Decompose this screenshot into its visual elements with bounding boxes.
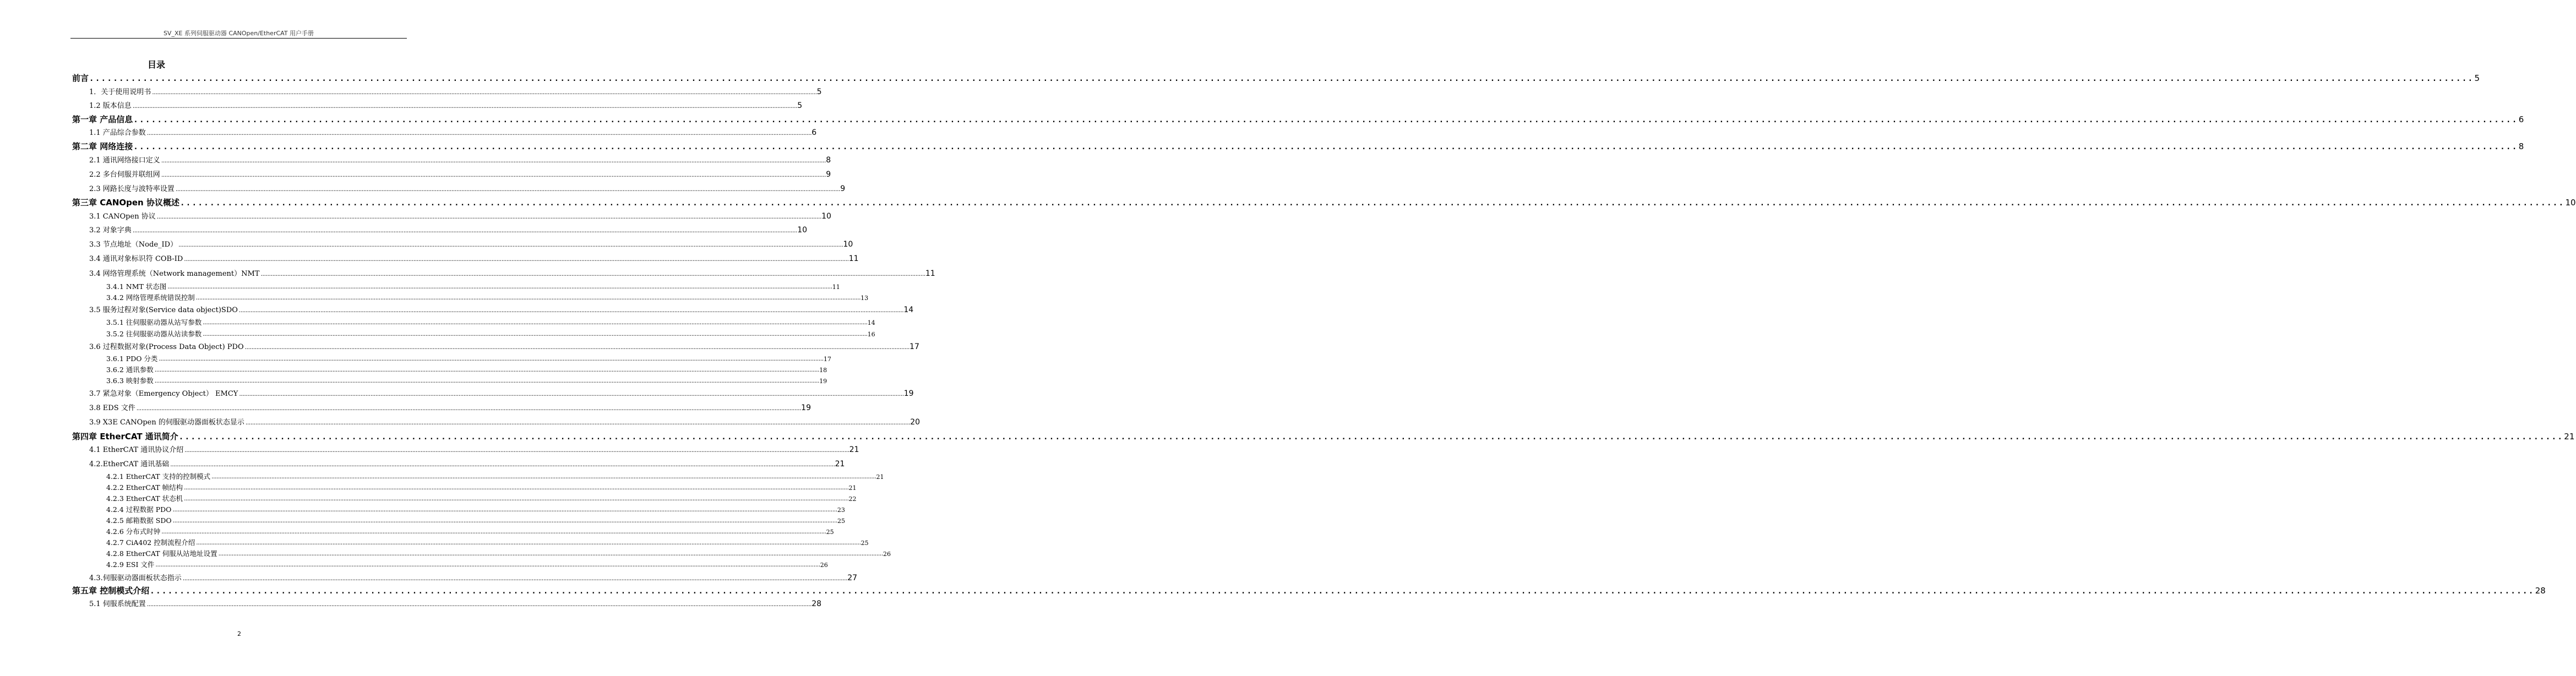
toc-entry-title: 2.1 通讯网络接口定义 xyxy=(89,156,160,165)
toc-entry-page: 11 xyxy=(832,284,840,291)
toc-entry-page: 10 xyxy=(821,212,831,221)
toc-entry-title: 4.3.伺服驱动器面板状态指示 xyxy=(89,574,182,582)
toc-entry-title: 1.1 产品综合参数 xyxy=(89,129,146,137)
toc-entry xyxy=(89,458,845,468)
toc-entry-page: 5 xyxy=(2474,73,2480,83)
running-header: SV_XE 系列伺服驱动器 CANOpen/EtherCAT 用户手册 xyxy=(163,30,314,37)
toc-entry-title: 2.3 网路长度与波特率设置 xyxy=(89,185,175,193)
toc-entry-page: 8 xyxy=(826,156,831,165)
toc-entry-title: 第五章 控制模式介绍 xyxy=(72,586,150,596)
toc-entry-page: 21 xyxy=(849,445,859,454)
toc-entry-page: 6 xyxy=(812,128,817,137)
toc-entry xyxy=(106,317,875,326)
toc-dot-leader: ................................................................................................................................................................................................................................................................................................................................................................................................................ xyxy=(155,563,820,568)
toc-entry-page: 21 xyxy=(2564,432,2575,441)
toc-entry-page: 19 xyxy=(819,378,827,385)
toc-dot-leader: ................................................................................................................................................................................................................................................................................................................................................................................................................ xyxy=(135,406,801,412)
toc-dot-leader: ................................................................................................................................................................................................................................................................................................................................................................................................................ xyxy=(238,308,903,314)
toc-dot-leader: ................................................................................................................................................................................................................................................................................................................................................................................................................ xyxy=(151,90,816,96)
toc-entry xyxy=(89,402,811,412)
toc-entry xyxy=(89,154,831,165)
toc-entry xyxy=(89,268,935,278)
toc-dot-leader: ................................................................................................................................................................................................................................................................................................................................................................................................................ xyxy=(244,421,910,426)
toc-entry-title: 4.2.3 EtherCAT 状态机 xyxy=(106,494,183,503)
toc-dot-leader: ................................................................................................................................................................................................................................................................................................................................................................................................................ xyxy=(146,602,812,608)
toc-entry-page: 5 xyxy=(816,88,822,96)
toc-entry xyxy=(72,584,2546,596)
toc-entry-page: 25 xyxy=(861,539,869,547)
toc-dot-leader: ................................................................................................................................................................................................................................................................................................................................................................................................................ xyxy=(89,74,2474,83)
toc-entry-title: 3.7 紧急对象（Emergency Object） EMCY xyxy=(89,390,238,398)
toc-dot-leader: ................................................................................................................................................................................................................................................................................................................................................................................................................ xyxy=(132,228,797,234)
toc-entry-page: 20 xyxy=(910,418,921,427)
toc-entry-title: 3.4 通讯对象标识符 COB-ID xyxy=(89,255,183,263)
toc-entry xyxy=(106,482,857,492)
toc-entry-title: 4.2.7 CiA402 控制流程介绍 xyxy=(106,538,195,547)
toc-entry xyxy=(106,559,828,569)
toc-entry-page: 17 xyxy=(910,342,919,351)
toc-entry-title: 4.2.EtherCAT 通讯基础 xyxy=(89,460,170,468)
toc-entry-title: 1.2 版本信息 xyxy=(89,102,132,110)
toc-entry xyxy=(89,572,858,582)
toc-entry-page: 19 xyxy=(903,389,914,398)
toc-entry-page: 13 xyxy=(861,295,869,302)
toc-entry-page: 17 xyxy=(823,356,831,363)
toc-dot-leader: ................................................................................................................................................................................................................................................................................................................................................................................................................ xyxy=(172,519,837,524)
toc-entry-title: 5.1 伺服系统配置 xyxy=(89,600,146,608)
toc-entry-page: 6 xyxy=(2518,115,2524,124)
toc-entry-page: 28 xyxy=(812,599,822,608)
toc-entry-page: 19 xyxy=(801,404,811,412)
toc-entry xyxy=(106,493,857,503)
toc-entry-page: 25 xyxy=(837,517,845,525)
toc-entry-title: 4.2.9 ESI 文件 xyxy=(106,560,155,569)
toc-dot-leader: ................................................................................................................................................................................................................................................................................................................................................................................................................ xyxy=(172,508,837,513)
toc-dot-leader: ................................................................................................................................................................................................................................................................................................................................................................................................................ xyxy=(150,587,2535,596)
toc-entry xyxy=(106,328,875,338)
toc-entry xyxy=(89,598,822,608)
toc-entry-title: 3.4 网络管理系统（Network management）NMT xyxy=(89,270,260,278)
toc-dot-leader: ................................................................................................................................................................................................................................................................................................................................................................................................................ xyxy=(160,159,826,164)
toc-entry-page: 14 xyxy=(903,306,914,314)
toc-entry-title: 第二章 网络连接 xyxy=(72,141,133,151)
toc-entry-page: 14 xyxy=(867,319,875,326)
toc-entry-page: 21 xyxy=(835,460,845,468)
toc-entry-title: 3.3 节点地址（Node_ID） xyxy=(89,241,178,249)
toc-entry xyxy=(106,537,869,547)
toc-dot-leader: ................................................................................................................................................................................................................................................................................................................................................................................................................ xyxy=(154,379,819,384)
toc-dot-leader: ................................................................................................................................................................................................................................................................................................................................................................................................................ xyxy=(132,104,797,110)
toc-entry-page: 27 xyxy=(847,574,858,582)
toc-entry-page: 11 xyxy=(925,269,935,278)
toc-entry xyxy=(89,168,831,179)
toc-dot-leader: ................................................................................................................................................................................................................................................................................................................................................................................................................ xyxy=(170,462,835,468)
toc-dot-leader: ................................................................................................................................................................................................................................................................................................................................................................................................................ xyxy=(146,131,812,137)
toc-entry-page: 26 xyxy=(883,550,891,558)
toc-dot-leader: ................................................................................................................................................................................................................................................................................................................................................................................................................ xyxy=(158,357,823,362)
toc-entry-title: 1．关于使用说明书 xyxy=(89,88,151,96)
toc-entry-title: 前言 xyxy=(72,73,89,83)
toc-entry-page: 10 xyxy=(797,226,808,235)
toc-dot-leader: ................................................................................................................................................................................................................................................................................................................................................................................................................ xyxy=(184,448,849,454)
toc-entry-page: 16 xyxy=(867,331,875,338)
toc-dot-leader: ................................................................................................................................................................................................................................................................................................................................................................................................................ xyxy=(217,552,883,557)
toc-entry xyxy=(72,196,2576,208)
toc-entry xyxy=(106,548,891,558)
toc-entry xyxy=(106,364,827,374)
toc-entry-page: 21 xyxy=(848,484,857,492)
toc-dot-leader: ................................................................................................................................................................................................................................................................................................................................................................................................................ xyxy=(160,173,826,178)
toc-entry xyxy=(89,210,831,221)
toc-entry-page: 8 xyxy=(2518,141,2524,151)
toc-entry-title: 3.9 X3E CANOpen 的伺服驱动器面板状态显示 xyxy=(89,418,244,427)
toc-entry xyxy=(89,341,919,351)
toc-entry xyxy=(72,72,2480,83)
toc-dot-leader: ................................................................................................................................................................................................................................................................................................................................................................................................................ xyxy=(211,475,876,480)
toc-dot-leader: ................................................................................................................................................................................................................................................................................................................................................................................................................ xyxy=(179,199,2565,208)
toc-entry-title: 第一章 产品信息 xyxy=(72,115,133,124)
toc-dot-leader: ................................................................................................................................................................................................................................................................................................................................................................................................................ xyxy=(183,497,848,502)
toc-entry xyxy=(89,183,846,193)
toc-dot-leader: ................................................................................................................................................................................................................................................................................................................................................................................................................ xyxy=(183,486,848,491)
toc-entry xyxy=(72,430,2575,441)
toc-entry-title: 2.2 多台伺服并联组网 xyxy=(89,171,160,179)
toc-entry-page: 10 xyxy=(843,240,853,249)
toc-entry-title: 3.6.1 PDO 分类 xyxy=(106,354,158,363)
toc-entry xyxy=(106,375,827,385)
toc-dot-leader: ................................................................................................................................................................................................................................................................................................................................................................................................................ xyxy=(182,576,847,582)
toc-dot-leader: ................................................................................................................................................................................................................................................................................................................................................................................................................ xyxy=(167,285,832,290)
toc-entry-page: 10 xyxy=(2565,198,2576,208)
toc-entry xyxy=(89,224,808,235)
toc-entry-title: 4.1 EtherCAT 通讯协议介绍 xyxy=(89,446,184,454)
toc-dot-leader: ................................................................................................................................................................................................................................................................................................................................................................................................................ xyxy=(156,215,821,220)
toc-dot-leader: ................................................................................................................................................................................................................................................................................................................................................................................................................ xyxy=(154,368,819,373)
toc-dot-leader: ................................................................................................................................................................................................................................................................................................................................................................................................................ xyxy=(238,392,903,397)
toc-entry-page: 5 xyxy=(797,101,803,110)
toc-entry xyxy=(89,388,914,398)
toc-dot-leader: ................................................................................................................................................................................................................................................................................................................................................................................................................ xyxy=(175,187,840,193)
toc-dot-leader: ................................................................................................................................................................................................................................................................................................................................................................................................................ xyxy=(178,243,843,248)
toc-entry xyxy=(89,304,914,314)
toc-entry-title: 3.8 EDS 文件 xyxy=(89,404,135,412)
toc-dot-leader: ................................................................................................................................................................................................................................................................................................................................................................................................................ xyxy=(195,541,861,546)
toc-entry xyxy=(106,515,845,525)
toc-entry-title: 3.1 CANOpen 协议 xyxy=(89,212,156,221)
toc-dot-leader: ................................................................................................................................................................................................................................................................................................................................................................................................................ xyxy=(244,345,910,351)
toc-entry xyxy=(89,253,859,263)
toc-entry xyxy=(106,471,884,481)
toc-entry-title: 3.5.2 往伺服驱动器从站读参数 xyxy=(106,329,202,338)
toc-entry-title: 4.2.8 EtherCAT 伺服从站地址设置 xyxy=(106,549,217,558)
toc-entry-title: 第四章 EtherCAT 通讯简介 xyxy=(72,432,178,441)
toc-entry-title: 4.2.4 过程数据 PDO xyxy=(106,505,172,514)
toc-entry xyxy=(72,113,2524,124)
toc-entry-page: 22 xyxy=(848,495,857,503)
toc-entry-page: 28 xyxy=(2535,586,2546,596)
toc-dot-leader: ................................................................................................................................................................................................................................................................................................................................................................................................................ xyxy=(133,116,2518,124)
toc-entry xyxy=(89,86,822,96)
toc-entry-page: 18 xyxy=(819,367,827,374)
toc-entry xyxy=(72,140,2524,151)
toc-dot-leader: ................................................................................................................................................................................................................................................................................................................................................................................................................ xyxy=(202,332,867,337)
toc-entry-page: 9 xyxy=(826,170,831,179)
toc-entry-title: 3.4.1 NMT 状态图 xyxy=(106,282,167,291)
toc-entry-page: 25 xyxy=(826,528,834,536)
toc-dot-leader: ................................................................................................................................................................................................................................................................................................................................................................................................................ xyxy=(183,257,848,263)
toc-dot-leader: ................................................................................................................................................................................................................................................................................................................................................................................................................ xyxy=(178,433,2564,441)
toc-title: 目录 xyxy=(148,59,166,70)
toc-entry xyxy=(106,504,845,514)
toc-entry-title: 4.2.5 邮箱数据 SDO xyxy=(106,516,172,525)
page-number: 2 xyxy=(237,630,241,637)
toc-entry-title: 4.2.6 分布式时钟 xyxy=(106,527,161,536)
toc-entry xyxy=(106,292,869,302)
toc-dot-leader: ................................................................................................................................................................................................................................................................................................................................................................................................................ xyxy=(133,143,2518,151)
toc-entry xyxy=(89,416,921,427)
toc-dot-leader: ................................................................................................................................................................................................................................................................................................................................................................................................................ xyxy=(202,320,867,326)
toc-entry xyxy=(106,526,834,536)
toc-entry-page: 9 xyxy=(840,184,846,193)
toc-entry xyxy=(106,281,840,291)
toc-entry xyxy=(89,127,817,137)
toc-entry-title: 4.2.1 EtherCAT 支持的控制模式 xyxy=(106,472,211,481)
toc-entry xyxy=(89,238,853,249)
toc-entry-title: 3.6 过程数据对象(Process Data Object) PDO xyxy=(89,343,244,351)
toc-entry-page: 11 xyxy=(848,254,859,263)
toc-entry-title: 3.5 服务过程对象(Service data object)SDO xyxy=(89,306,238,314)
toc-entry-page: 23 xyxy=(837,506,845,514)
toc-entry-title: 第三章 CANOpen 协议概述 xyxy=(72,198,179,208)
toc-entry-title: 3.6.3 映射参数 xyxy=(106,376,154,385)
toc-entry-title: 3.6.2 通讯参数 xyxy=(106,365,154,374)
toc-entry-title: 4.2.2 EtherCAT 帧结构 xyxy=(106,483,183,492)
toc-dot-leader: ................................................................................................................................................................................................................................................................................................................................................................................................................ xyxy=(161,530,826,535)
toc-entry-title: 3.4.2 网络管理系统错误控制 xyxy=(106,293,195,302)
toc-entry xyxy=(89,444,859,454)
toc-dot-leader: ................................................................................................................................................................................................................................................................................................................................................................................................................ xyxy=(195,296,861,301)
toc-entry-page: 21 xyxy=(876,473,884,481)
toc-entry xyxy=(106,353,831,363)
toc-entry-title: 3.2 对象字典 xyxy=(89,226,132,235)
toc-entry-page: 26 xyxy=(820,561,828,569)
toc-entry-title: 3.5.1 往伺服驱动器从站写参数 xyxy=(106,318,202,326)
toc-entry xyxy=(89,100,803,110)
toc-dot-leader: ................................................................................................................................................................................................................................................................................................................................................................................................................ xyxy=(260,272,925,277)
